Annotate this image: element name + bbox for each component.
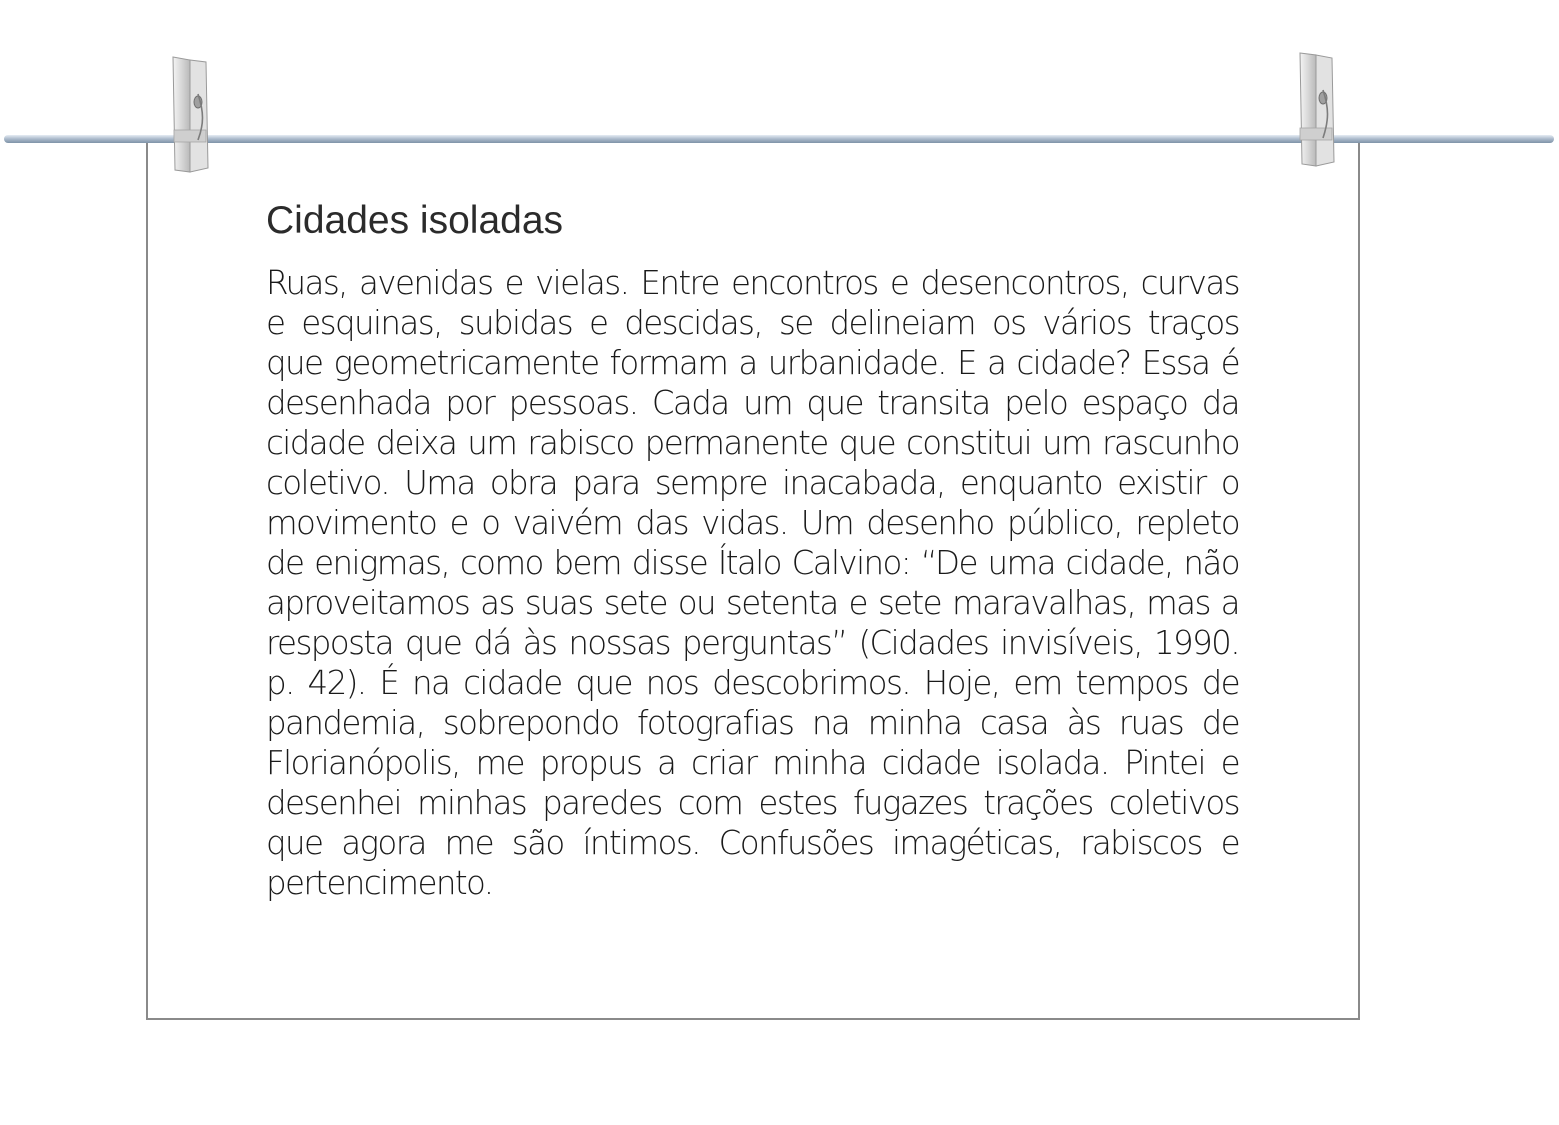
card-body-text: Ruas, avenidas e vielas. Entre encontros e desencontros, curvas e esquinas, subidas e descidas, se delineiam os vários traços que geometricamente formam a urbanidade. E a cidade? Essa é desenhada por pessoas. Cada um que transita pelo espaço da cidade deixa um rabisco permanente que constitui um rascunho coletivo. Uma obra para sempre inacabada, enquanto existir o movimento e o vaivém das vidas. Um desenho público, repleto de enigmas, como bem disse Ítalo Calvino: “De uma cidade, não aproveitamos as suas sete ou setenta e sete maravalhas, mas a resposta que dá às nossas perguntas” (Cidades invisíveis, 1990. p. 42). É na cidade que nos descobrimos. Hoje, em tempos de pandemia, sobrepondo fotografias na minha casa às ruas de Florianópolis, me propus a criar minha cidade isolada. Pintei e desenhei minhas paredes com estes fugazes trações coletivos que agora me são íntimos. Confusões imagéticas, rabiscos e pertencimento. (266, 264, 1239, 902)
left-clothespin-icon (168, 0, 212, 200)
right-clothespin-icon (1296, 0, 1340, 200)
card-title: Cidades isoladas (266, 199, 564, 242)
